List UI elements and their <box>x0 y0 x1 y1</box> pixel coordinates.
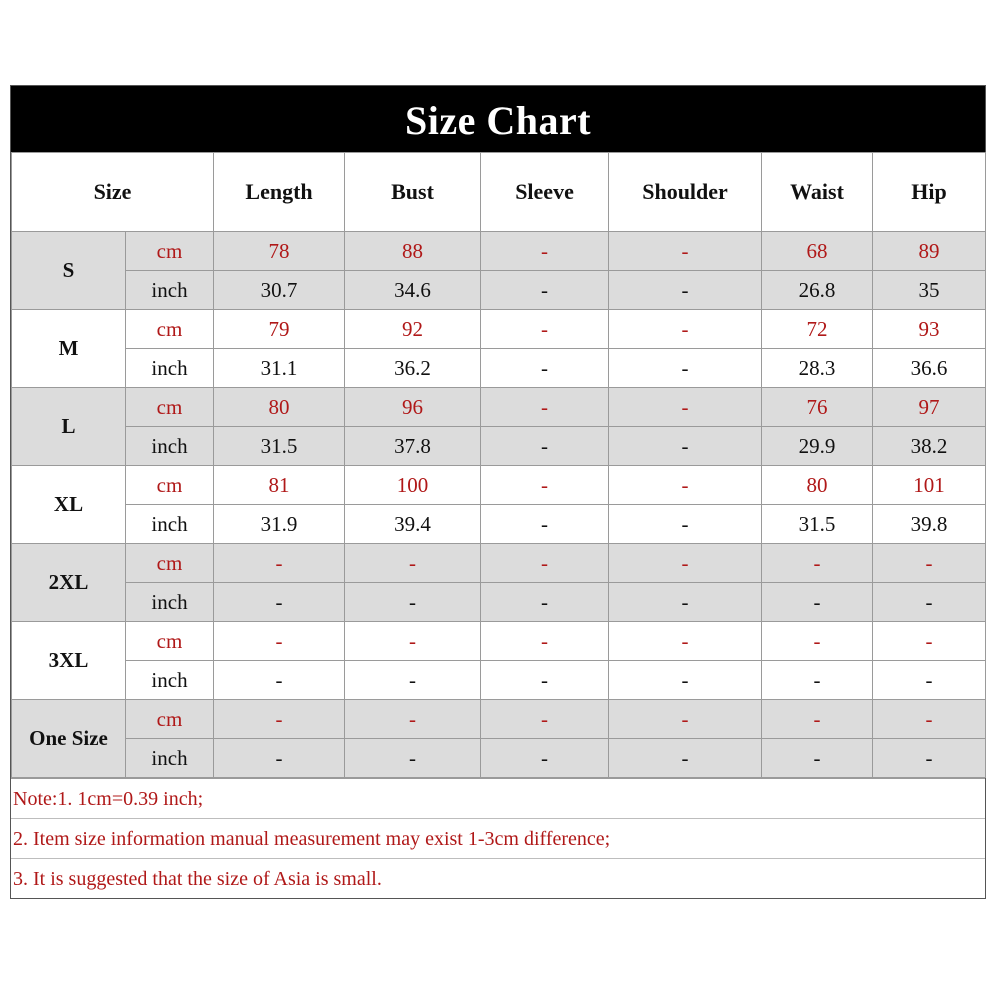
measurement-cell: - <box>873 700 986 739</box>
unit-label: cm <box>126 622 214 661</box>
measurement-cell: 31.5 <box>214 427 345 466</box>
unit-label: cm <box>126 700 214 739</box>
unit-label: inch <box>126 349 214 388</box>
unit-label: cm <box>126 544 214 583</box>
measurement-cell: 76 <box>762 388 873 427</box>
measurement-cell: 101 <box>873 466 986 505</box>
measurement-cell: - <box>214 583 345 622</box>
note-1: Note:1. 1cm=0.39 inch; <box>11 779 985 819</box>
measurement-cell: - <box>873 622 986 661</box>
measurement-cell: - <box>214 661 345 700</box>
header-sleeve: Sleeve <box>481 153 609 232</box>
unit-label: inch <box>126 427 214 466</box>
measurement-cell: - <box>345 739 481 778</box>
measurement-cell: - <box>481 271 609 310</box>
size-label: S <box>12 232 126 310</box>
measurement-cell: - <box>873 661 986 700</box>
header-bust: Bust <box>345 153 481 232</box>
measurement-cell: - <box>873 583 986 622</box>
measurement-cell: - <box>609 505 762 544</box>
measurement-cell: 100 <box>345 466 481 505</box>
table-row <box>12 700 986 739</box>
measurement-cell: - <box>762 583 873 622</box>
header-shoulder: Shoulder <box>609 153 762 232</box>
unit-label: inch <box>126 739 214 778</box>
header-hip: Hip <box>873 153 986 232</box>
header-length: Length <box>214 153 345 232</box>
measurement-cell: 89 <box>873 232 986 271</box>
size-label: 3XL <box>12 622 126 700</box>
table-row <box>12 739 986 778</box>
measurement-cell: - <box>481 232 609 271</box>
measurement-cell: - <box>762 544 873 583</box>
measurement-cell: - <box>481 388 609 427</box>
measurement-cell: - <box>481 700 609 739</box>
table-row <box>12 232 986 271</box>
unit-label: cm <box>126 310 214 349</box>
size-label: M <box>12 310 126 388</box>
measurement-cell: - <box>214 700 345 739</box>
size-chart <box>10 85 986 899</box>
measurement-cell: - <box>214 622 345 661</box>
measurement-cell: - <box>609 388 762 427</box>
measurement-cell: 39.4 <box>345 505 481 544</box>
measurement-cell: - <box>609 427 762 466</box>
size-label: XL <box>12 466 126 544</box>
measurement-cell: - <box>481 583 609 622</box>
measurement-cell: 78 <box>214 232 345 271</box>
measurement-cell: - <box>481 310 609 349</box>
measurement-cell: - <box>481 622 609 661</box>
measurement-cell: - <box>873 544 986 583</box>
measurement-cell: 96 <box>345 388 481 427</box>
measurement-cell: 36.6 <box>873 349 986 388</box>
size-label: L <box>12 388 126 466</box>
measurement-cell: 36.2 <box>345 349 481 388</box>
chart-title: Size Chart <box>11 86 985 152</box>
measurement-cell: 92 <box>345 310 481 349</box>
measurement-cell: - <box>345 544 481 583</box>
table-row <box>12 661 986 700</box>
measurement-cell: 30.7 <box>214 271 345 310</box>
measurement-cell: - <box>762 661 873 700</box>
measurement-cell: - <box>481 739 609 778</box>
measurement-cell: 93 <box>873 310 986 349</box>
header-size: Size <box>12 153 214 232</box>
measurement-cell: - <box>609 739 762 778</box>
measurement-cell: - <box>481 505 609 544</box>
measurement-cell: - <box>609 700 762 739</box>
measurement-cell: - <box>481 349 609 388</box>
measurement-cell: - <box>481 466 609 505</box>
measurement-cell: 39.8 <box>873 505 986 544</box>
table-row <box>12 583 986 622</box>
measurement-cell: - <box>345 583 481 622</box>
measurement-cell: - <box>609 544 762 583</box>
measurement-cell: - <box>762 622 873 661</box>
size-table <box>11 152 986 778</box>
unit-label: cm <box>126 466 214 505</box>
table-row <box>12 466 986 505</box>
unit-label: inch <box>126 505 214 544</box>
measurement-cell: 97 <box>873 388 986 427</box>
notes <box>11 778 985 898</box>
measurement-cell: 80 <box>762 466 873 505</box>
measurement-cell: - <box>609 622 762 661</box>
measurement-cell: 68 <box>762 232 873 271</box>
measurement-cell: - <box>762 700 873 739</box>
measurement-cell: - <box>214 544 345 583</box>
measurement-cell: - <box>345 661 481 700</box>
header-waist: Waist <box>762 153 873 232</box>
measurement-cell: - <box>345 622 481 661</box>
measurement-cell: - <box>609 466 762 505</box>
measurement-cell: - <box>481 427 609 466</box>
table-row <box>12 310 986 349</box>
note-2: 2. Item size information manual measurement may exist 1-3cm difference; <box>11 819 985 859</box>
measurement-cell: - <box>345 700 481 739</box>
unit-label: inch <box>126 661 214 700</box>
measurement-cell: 38.2 <box>873 427 986 466</box>
measurement-cell: - <box>214 739 345 778</box>
note-3: 3. It is suggested that the size of Asia is small. <box>13 868 382 890</box>
measurement-cell: 81 <box>214 466 345 505</box>
measurement-cell: 28.3 <box>762 349 873 388</box>
size-label: 2XL <box>12 544 126 622</box>
header-row <box>12 153 986 232</box>
unit-label: cm <box>126 232 214 271</box>
table-row <box>12 622 986 661</box>
measurement-cell: 34.6 <box>345 271 481 310</box>
size-label: One Size <box>12 700 126 778</box>
measurement-cell: 31.5 <box>762 505 873 544</box>
measurement-cell: 37.8 <box>345 427 481 466</box>
table-row <box>12 505 986 544</box>
measurement-cell: - <box>481 661 609 700</box>
measurement-cell: 31.9 <box>214 505 345 544</box>
measurement-cell: 26.8 <box>762 271 873 310</box>
measurement-cell: 88 <box>345 232 481 271</box>
measurement-cell: - <box>762 739 873 778</box>
table-row <box>12 544 986 583</box>
measurement-cell: - <box>609 232 762 271</box>
table-body <box>12 232 986 778</box>
measurement-cell: - <box>873 739 986 778</box>
measurement-cell: - <box>609 583 762 622</box>
measurement-cell: 79 <box>214 310 345 349</box>
unit-label: inch <box>126 271 214 310</box>
unit-label: cm <box>126 388 214 427</box>
table-row <box>12 388 986 427</box>
measurement-cell: 29.9 <box>762 427 873 466</box>
measurement-cell: 80 <box>214 388 345 427</box>
measurement-cell: 72 <box>762 310 873 349</box>
measurement-cell: - <box>481 544 609 583</box>
measurement-cell: 31.1 <box>214 349 345 388</box>
table-row <box>12 349 986 388</box>
measurement-cell: - <box>609 349 762 388</box>
unit-label: inch <box>126 583 214 622</box>
measurement-cell: - <box>609 271 762 310</box>
table-row <box>12 427 986 466</box>
measurement-cell: - <box>609 310 762 349</box>
measurement-cell: 35 <box>873 271 986 310</box>
measurement-cell: - <box>609 661 762 700</box>
table-row <box>12 271 986 310</box>
